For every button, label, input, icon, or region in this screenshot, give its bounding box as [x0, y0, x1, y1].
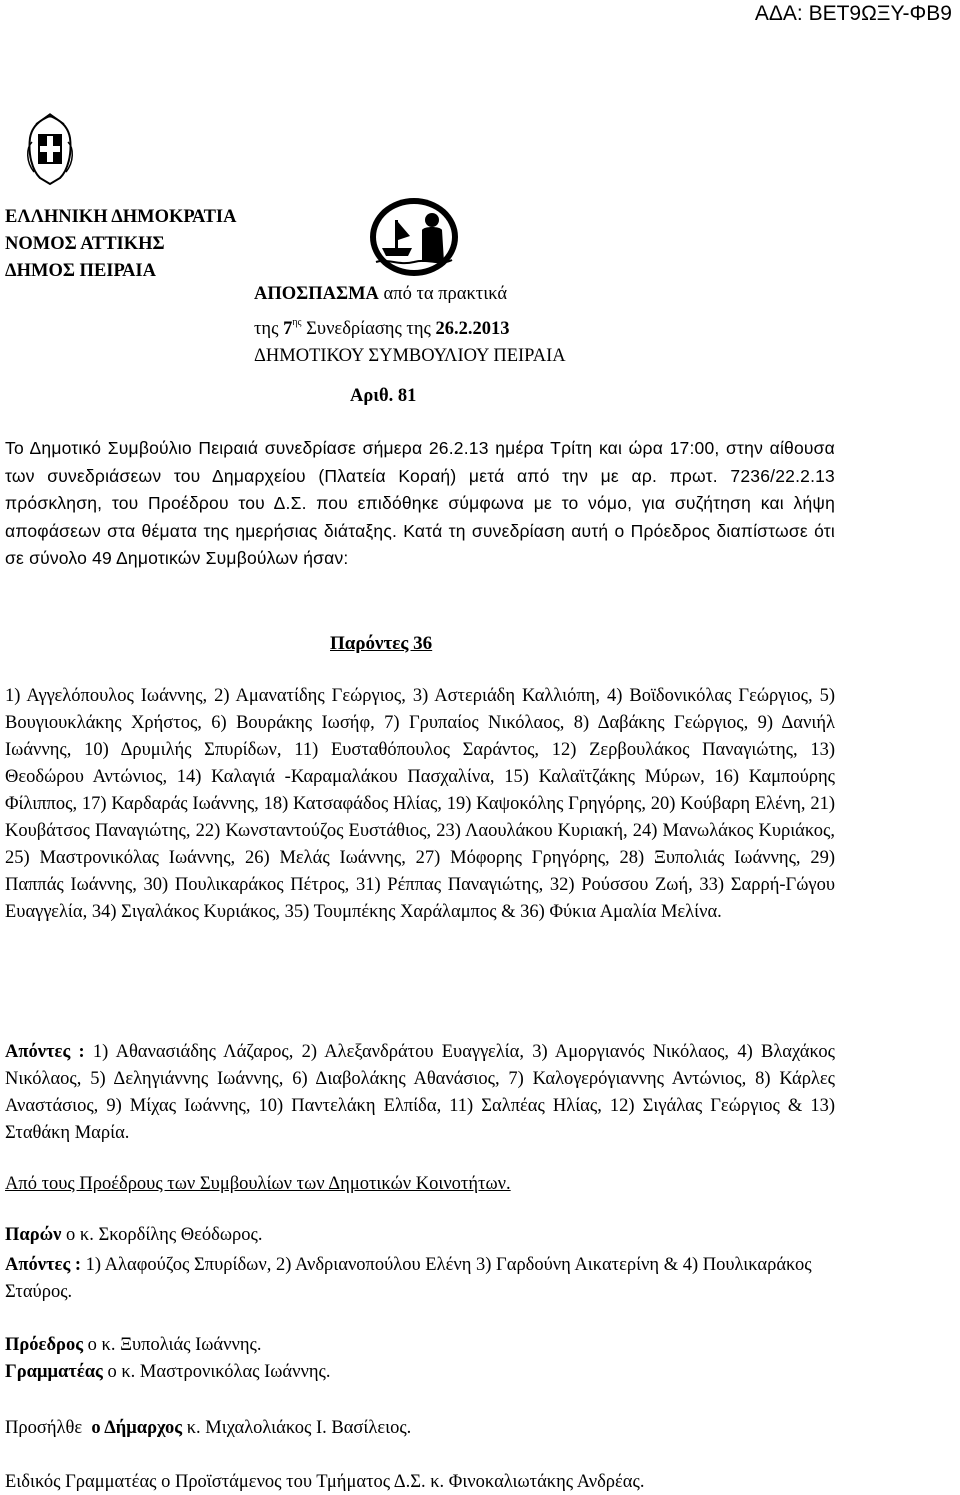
- ada-code: ΑΔΑ: ΒΕΤ9ΩΞΥ-ΦΒ9: [754, 2, 952, 25]
- president-line: [5, 1335, 262, 1356]
- present-heading: Παρόντες 36: [330, 633, 433, 654]
- absent-label: Απόντες :: [5, 1042, 85, 1062]
- excerpt-session: [254, 309, 566, 344]
- community-present-label: Παρών: [5, 1225, 62, 1245]
- absent-paragraph: [5, 1039, 835, 1147]
- mayor-prefix: Προσήλθε: [5, 1418, 92, 1438]
- decision-number: Αριθ. 81: [350, 386, 417, 406]
- excerpt-heading: [254, 281, 566, 371]
- excerpt-title-rest: από τα πρακτικά: [378, 284, 508, 304]
- community-present-text: ο κ. Σκορδίλης Θεόδωρος.: [61, 1225, 263, 1245]
- mayor-line: [5, 1418, 411, 1439]
- present-list: 1) Αγγελόπουλος Ιωάννης, 2) Αμανατίδης Γεώργιος, 3) Αστεριάδη Καλλιόπη, 4) Βοϊδονικόλας Γεώργιος, 5) Βουγιουκλάκης Χρήστος, 6) Βουράκης Ιωσήφ, 7) Γρυπαίος Νικόλαος, 8) Δαβάκης Γεώργιος, 9) Δανιήλ Ιωάννης, 10) Δρυμιλής Σπυρίδων, 11) Ευσταθόπουλος Σαράντος, 12) Ζερβουλάκος Παναγιώτης, 13) Θεοδώρου Αντώνιος, 14) Καλαγιά -Καραμαλάκου Πασχαλίνα, 15) Καλαϊτζάκης Μύρων, 16) Καμπούρης Φίλιππος, 17) Καρδαράς Ιωάννης, 18) Κατσαφάδος Ηλίας, 19) Καψοκόλης Γρηγόρης, 20) Κούβαρη Ελένη, 21) Κουβάτσος Παναγιώτης, 22) Κωνσταντούζος Ευστάθιος, 23) Λαουλάκου Κυριακή, 24) Μανωλάκος Κυριάκος, 25) Μαστρονικόλας Ιωάννης, 26) Μελάς Ιωάννης, 27) Μόφορης Γρηγόρης, 28) Ξυπολιάς Ιωάννης, 29) Παππάς Ιωάννης, 30) Πουλικαράκος Πέτρος, 31) Ρέππας Παναγιώτης, 32) Ρούσσου Ζωή, 33) Σαρρή-Γώγου Ευαγγελία, 34) Σιγαλάκος Κυριάκος, 35) Τουμπέκης Χαράλαμπος & 36) Φύκια Αμαλία Μελίνα.: [5, 686, 835, 922]
- header-country: ΕΛΛΗΝΙΚΗ ΔΗΜΟΚΡΑΤΙΑ: [5, 207, 237, 227]
- absent-list: 1) Αθανασιάδης Λάζαρος, 2) Αλεξανδράτου Ευαγγελία, 3) Αμοργιανός Νικόλαος, 4) Βλαχάκος Νικόλαος, 5) Δεληγιάννης Ιωάννης, 6) Διαβολάκης Αθανάσιος, 7) Καλογερόγιαννης Αντώνιος, 8) Κάρλες Αναστάσιος, 9) Μίχας Ιωάννης, 10) Παντελάκη Ελπίδα, 11) Σαλπέας Ηλίας, 12) Σιγάλας Γεώργιος & 13) Σταθάκη Μαρία.: [5, 1042, 835, 1143]
- community-present: [5, 1225, 262, 1246]
- excerpt-title-bold: ΑΠΟΣΠΑΣΜΑ: [254, 284, 379, 304]
- mayor-label: ο Δήμαρχος: [91, 1418, 183, 1438]
- president-text: ο κ. Ξυπολιάς Ιωάννης.: [83, 1335, 262, 1355]
- special-secretary-line: Ειδικός Γραμματέας ο Προϊστάμενος του Τμήματος Δ.Σ. κ. Φινοκαλιωτάκης Ανδρέας.: [5, 1472, 645, 1492]
- session-middle: Συνεδρίασης της: [301, 318, 436, 339]
- community-absent-label: Απόντες :: [5, 1255, 82, 1275]
- communities-heading: Από τους Προέδρους των Συμβουλίων των Δημοτικών Κοινοτήτων.: [5, 1174, 511, 1194]
- secretary-line: [5, 1362, 330, 1383]
- mayor-text: κ. Μιχαλολιάκος Ι. Βασίλειος.: [182, 1418, 412, 1438]
- session-number: 7: [283, 318, 293, 339]
- community-absent: [5, 1252, 870, 1306]
- excerpt-title: [254, 281, 566, 309]
- session-prefix: της: [254, 318, 284, 339]
- session-superscript: ης: [292, 316, 302, 328]
- greek-emblem-icon: [22, 112, 78, 187]
- session-date: 26.2.2013: [435, 318, 510, 339]
- issuer-header: [5, 204, 236, 285]
- municipality-logo-icon: [368, 196, 460, 278]
- intro-paragraph: Το Δημοτικό Συμβούλιο Πειραιά συνεδρίασε σήμερα 26.2.13 ημέρα Τρίτη και ώρα 17:00, στην αίθουσα των συνεδριάσεων του Δημαρχείου (Πλατεία Κοραή) μετά από την με αρ. πρωτ. 7236/22.2.13 πρόσκληση, του Προέδρου του Δ.Σ. που επιδόθηκε σύμφωνα με το νόμο, για συζήτηση και λήψη αποφάσεων στα θέματα της ημερήσιας διάταξης. Κατά τη συνεδρίαση αυτή ο Πρόεδρος διαπίστωσε ότι σε σύνολο 49 Δημοτικών Συμβούλων ήσαν:: [5, 438, 835, 568]
- header-municipality: ΔΗΜΟΣ ΠΕΙΡΑΙΑ: [5, 261, 156, 281]
- excerpt-council: ΔΗΜΟΤΙΚΟΥ ΣΥΜΒΟΥΛΙΟΥ ΠΕΙΡΑΙΑ: [254, 346, 566, 366]
- header-prefecture: ΝΟΜΟΣ ΑΤΤΙΚΗΣ: [5, 234, 165, 254]
- president-label: Πρόεδρος: [5, 1335, 84, 1355]
- secretary-text: ο κ. Μαστρονικόλας Ιωάννης.: [102, 1362, 331, 1382]
- community-absent-text: 1) Αλαφούζος Σπυρίδων, 2) Ανδριανοπούλου Ελένη 3) Γαρδούνη Αικατερίνη & 4) Πουλικαράκος Σταύρος.: [5, 1255, 812, 1302]
- secretary-label: Γραμματέας: [5, 1362, 103, 1382]
